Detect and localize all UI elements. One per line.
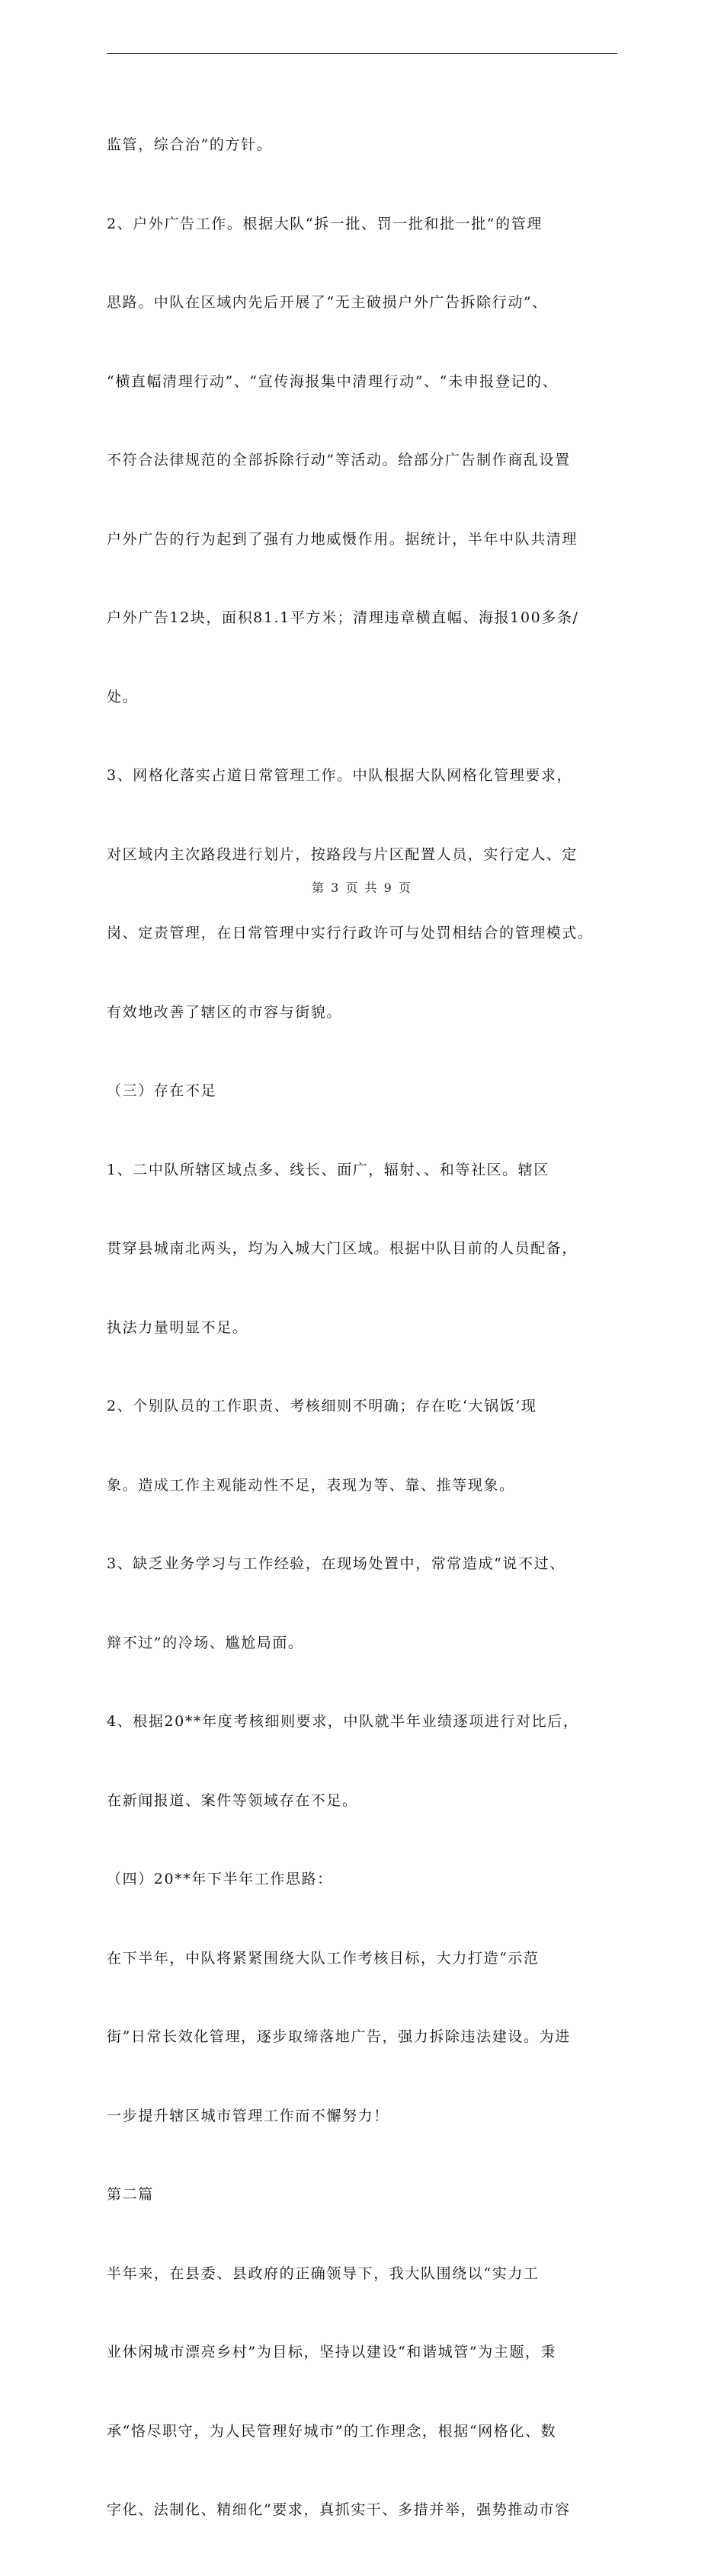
page-footer: 第 3 页 共 9 页: [312, 881, 412, 895]
text-line: 象。造成工作主观能动性不足，表现为等、靠、推等现象。: [107, 1476, 515, 1494]
document-body: [107, 79, 633, 2576]
text-line: 承“恪尽职守，为人民管理好城市”的工作理念，根据“网格化、数: [107, 2422, 557, 2440]
text-line: 思路。中队在区域内先后开展了“无主破损户外广告拆除行动”、: [107, 294, 548, 311]
section-heading: 第二篇: [107, 2186, 154, 2203]
text-line: 字化、法制化、精细化”要求，真抓实干、多措并举，强势推动市容: [107, 2501, 571, 2518]
text-line: 2、户外广告工作。根据大队“拆一批、罚一批和批一批”的管理: [107, 215, 543, 232]
text-line: 在新闻报道、案件等领域存在不足。: [107, 1791, 358, 1809]
text-line: 不符合法律规范的全部拆除行动”等活动。给部分广告制作商乱设置: [107, 452, 571, 468]
text-line: 岗、定责管理，在日常管理中实行行政许可与处罚相结合的管理模式。: [107, 925, 594, 941]
text-line: 2、个别队员的工作职责、考核细则不明确；存在吃‘大锅饭’现: [107, 1398, 537, 1414]
text-line: 半年来，在县委、县政府的正确领导下，我大队围绕以“实力工: [107, 2264, 540, 2282]
text-line: “横直幅清理行动”、“宣传海报集中清理行动”、“未申报登记的、: [107, 372, 559, 390]
text-line: 街”日常长效化管理，逐步取缔落地广告，强力拆除违法建设。为进: [107, 2028, 571, 2045]
text-line: 业休闲城市漂亮乡村”为目标，坚持以建设“和谐城管”为主题，秉: [107, 2344, 557, 2360]
text-line: 监管，综合治”的方针。: [107, 136, 273, 153]
header-rule: [107, 53, 617, 54]
section-heading: （四）20**年下半年工作思路：: [107, 1871, 333, 1887]
text-line: 贯穿县城南北两头，均为入城大门区域。根据中队目前的人员配备，: [107, 1240, 578, 1257]
text-line: 一步提升辖区城市管理工作而不懈努力！: [107, 2107, 389, 2124]
text-line: 有效地改善了辖区的市容与街貌。: [107, 1003, 343, 1021]
text-line: 辩不过”的冷场、尴尬局面。: [107, 1634, 304, 1651]
text-line: 在下半年，中队将紧紧围绕大队工作考核目标，大力打造“示范: [107, 1949, 540, 1967]
text-line: 3、缺乏业务学习与工作经验，在现场处置中，常常造成“说不过、: [107, 1555, 565, 1572]
text-line: 4、根据20**年度考核细则要求，中队就半年业绩逐项进行对比后，: [107, 1713, 579, 1730]
text-line: 1、二中队所辖区域点多、线长、面广，辐射、、和等社区。辖区: [107, 1161, 549, 1178]
text-line: 户外广告12块，面积81.1平方米；清理违章横直幅、海报100多条/: [107, 609, 579, 626]
text-line: 户外广告的行为起到了强有力地威慑作用。据统计，半年中队共清理: [107, 530, 578, 548]
text-line: 对区域内主次路段进行划片，按路段与片区配置人员，实行定人、定: [107, 845, 578, 863]
body-text: [107, 79, 633, 2576]
text-line: 3、网格化落实占道日常管理工作。中队根据大队网格化管理要求，: [107, 767, 573, 784]
section-heading: （三）存在不足: [107, 1082, 217, 1099]
text-line: 执法力量明显不足。: [107, 1318, 248, 1336]
text-line: 处。: [107, 688, 139, 705]
